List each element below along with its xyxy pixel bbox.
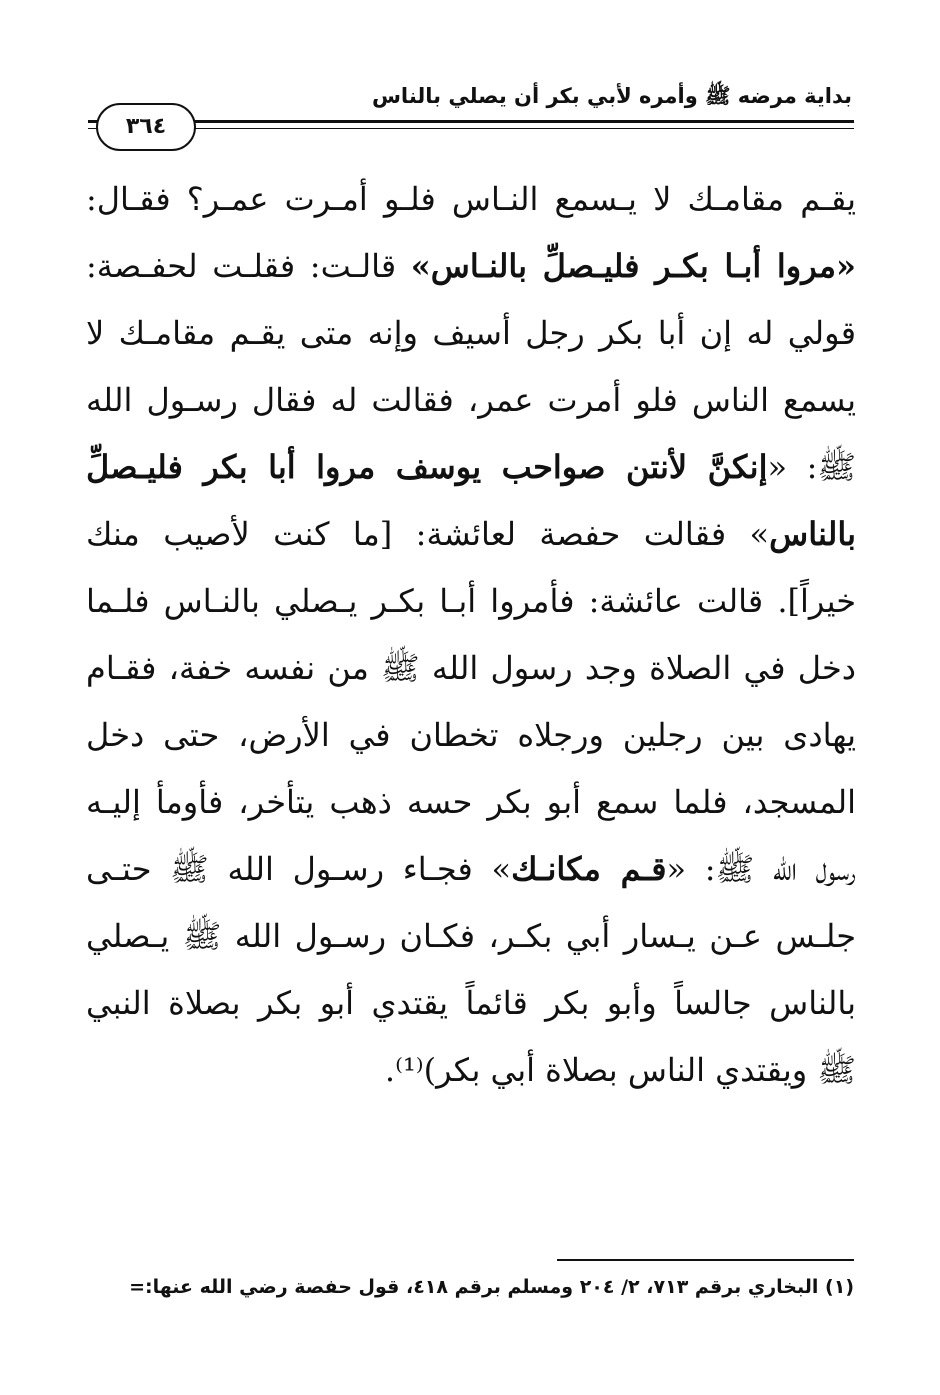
text-line: [86, 1037, 856, 1104]
footnote: (١) البخاري برقم ٧١٣، ٢/ ٢٠٤ ومسلم برقم ٤١٨، قول حفصة رضي الله عنها:=: [129, 1276, 854, 1298]
text-run: خيراً]. قالت عائشة: فأمروا أبـا بكـر يـصلي بالنـاس فلـما: [86, 582, 856, 620]
text-line: [86, 367, 856, 434]
running-title: بداية مرضه ﷺ وأمره لأبي بكر أن يصلي بالناس: [371, 84, 852, 108]
text-line: [86, 836, 856, 903]
text-run: دخل في الصلاة وجد رسول الله ﷺ من نفسه خفة، فقـام: [86, 649, 856, 687]
text-run: يسمع الناس فلو أمرت عمر، فقالت له فقال رسـول الله: [86, 381, 857, 419]
hadith-quote: قـم مكانـك: [511, 850, 667, 888]
text-line: [86, 769, 856, 836]
text-line: [86, 501, 856, 568]
text-run: يقـم مقامـك لا يـسمع النـاس فلـو أمـرت عمـر؟ فقـال:: [86, 180, 856, 218]
text-run: .: [384, 1051, 396, 1089]
hadith-quote: بالناس: [769, 515, 856, 553]
text-run: قولي له إن أبا بكر رجل أسيف وإنه متى يقـم مقامـك لا: [86, 314, 856, 352]
hadith-quote: «مروا أبـا بكـر فليـصلِّ بالنـاس»: [410, 247, 857, 285]
text-run: » فقالت حفصة لعائشة: [ما كنت لأصيب منك: [86, 515, 770, 553]
footnote-marker[interactable]: ⁽¹⁾: [395, 1051, 424, 1089]
hadith-quote: إنكنَّ لأنتن صواحب يوسف مروا أبا بكر فليـصلِّ: [86, 448, 768, 486]
text-run: يهادى بين رجلين ورجلاه تخطان في الأرض، حتى دخل: [86, 716, 856, 754]
text-run: ﷺ ويقتدي الناس بصلاة أبي بكر): [423, 1051, 856, 1089]
text-run: جلـس عـن يـسار أبي بكـر، فكـان رسـول الله ﷺ يـصلي: [86, 917, 857, 955]
page-number: ٣٦٤: [96, 103, 196, 151]
header-rule-thin: [88, 128, 854, 129]
text-run: ﷺ: «: [767, 448, 857, 486]
text-line: [86, 233, 856, 300]
text-line: [86, 903, 856, 970]
text-run: بالناس جالساً وأبو بكر قائماً يقتدي أبو بكر بصلاة النبي: [86, 984, 856, 1022]
text-run: قالـت: فقلـت لحفـصة:: [86, 247, 411, 285]
text-line: [86, 434, 856, 501]
text-line: [86, 970, 856, 1037]
footnote-rule: [557, 1259, 854, 1261]
body-text: [86, 166, 856, 1104]
text-line: [86, 702, 856, 769]
text-run: » فجـاء رسـول الله ﷺ حتـى: [86, 850, 512, 888]
text-run: المسجد، فلما سمع أبو بكر حسه ذهب يتأخر، فأومأ إليـه: [86, 783, 856, 821]
text-line: [86, 166, 856, 233]
text-line: [86, 300, 856, 367]
text-line: [86, 568, 856, 635]
header-rule-thick: [88, 120, 854, 123]
text-run: رسول الله ﷺ: «: [666, 850, 856, 888]
text-line: [86, 635, 856, 702]
